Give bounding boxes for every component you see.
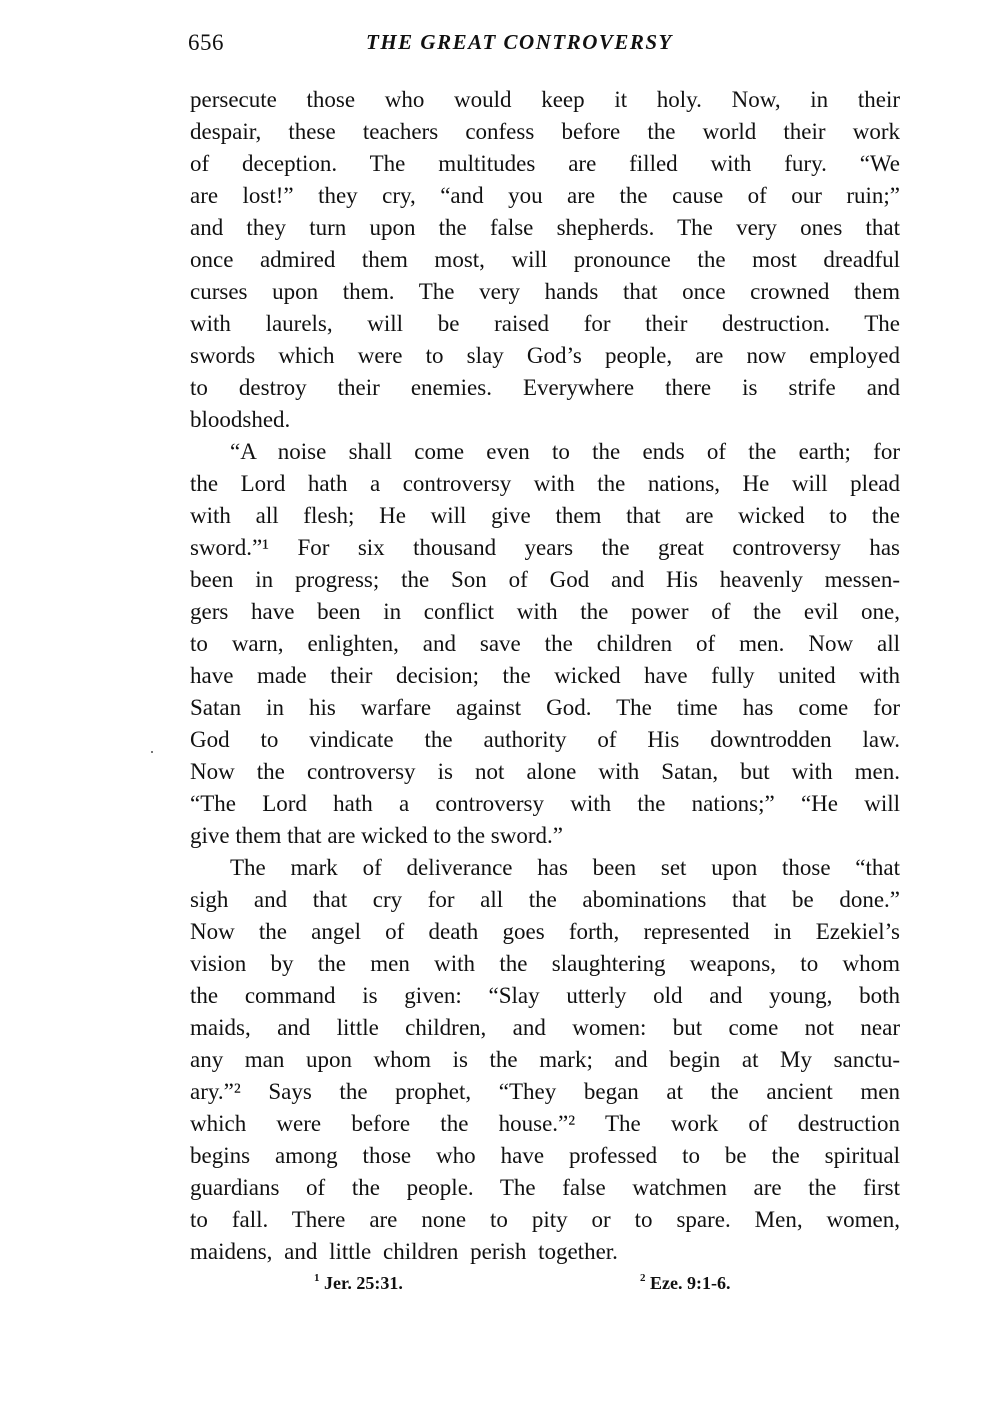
text-line: with laurels, will be raised for their destruction. The (190, 311, 900, 336)
paragraph-start-line: “A noise shall come even to the ends of the earth; for (230, 439, 900, 464)
text-line: gers have been in conflict with the power of the evil one, (190, 599, 900, 624)
text-line: bloodshed. (190, 407, 291, 432)
text-line: once admired them most, will pronounce the most dreadful (190, 247, 900, 272)
text-line: despair, these teachers confess before the world their work (190, 119, 900, 144)
text-line: maidens, and little children perish together. (190, 1239, 618, 1264)
text-line: are lost!” they cry, “and you are the cause of our ruin;” (190, 183, 900, 208)
text-line: Satan in his warfare against God. The time has come for (190, 695, 900, 720)
text-line: vision by the men with the slaughtering weapons, to whom (190, 951, 900, 976)
footnote-marker: 1 (314, 1272, 320, 1284)
text-line: to fall. There are none to pity or to spare. Men, women, (190, 1207, 900, 1232)
text-line: maids, and little children, and women: but come not near (190, 1015, 900, 1040)
text-line: the Lord hath a controversy with the nations, He will plead (190, 471, 900, 496)
body-text (190, 84, 900, 1268)
footnote-2 (640, 1272, 730, 1294)
text-line: begins among those who have professed to be the spiritual (190, 1143, 900, 1168)
text-line: have made their decision; the wicked have fully united with (190, 663, 900, 688)
text-line: swords which were to slay God’s people, are now employed (190, 343, 900, 368)
text-line: any man upon whom is the mark; and begin at My sanctu- (190, 1047, 900, 1072)
text-line: ary.”² Says the prophet, “They began at the ancient men (190, 1079, 900, 1104)
paragraph-start-line: The mark of deliverance has been set upon those “that (230, 855, 900, 880)
text-line: God to vindicate the authority of His downtrodden law. (190, 727, 900, 752)
page-number: 656 (188, 30, 224, 55)
footnote-1 (314, 1272, 403, 1294)
text-line: guardians of the people. The false watchmen are the first (190, 1175, 900, 1200)
text-line: with all flesh; He will give them that are wicked to the (190, 503, 900, 528)
text-line: of deception. The multitudes are filled with fury. “We (190, 151, 900, 176)
text-line: been in progress; the Son of God and His heavenly messen- (190, 567, 900, 592)
text-line: sigh and that cry for all the abominations that be done.” (190, 887, 900, 912)
text-line: the command is given: “Slay utterly old and young, both (190, 983, 900, 1008)
footnotes (190, 1272, 900, 1298)
text-line: persecute those who would keep it holy. Now, in their (190, 87, 900, 112)
text-line: and they turn upon the false shepherds. The very ones that (190, 215, 900, 240)
text-line: Now the angel of death goes forth, represented in Ezekiel’s (190, 919, 900, 944)
text-line: Now the controversy is not alone with Satan, but with men. (190, 759, 900, 784)
text-line: curses upon them. The very hands that once crowned them (190, 279, 900, 304)
text-line: which were before the house.”² The work of destruction (190, 1111, 900, 1136)
footnote-marker: 2 (640, 1272, 646, 1284)
text-line: sword.”¹ For six thousand years the great controversy has (190, 535, 900, 560)
running-head: THE GREAT CONTROVERSY (366, 30, 673, 54)
text-line: give them that are wicked to the sword.” (190, 823, 563, 848)
footnote-text: Eze. 9:1-6. (650, 1273, 731, 1293)
text-line: to warn, enlighten, and save the children of men. Now all (190, 631, 900, 656)
margin-speck (151, 751, 153, 753)
text-line: “The Lord hath a controversy with the nations;” “He will (190, 791, 900, 816)
footnote-text: Jer. 25:31. (324, 1273, 403, 1293)
page-header (188, 30, 900, 62)
text-line: to destroy their enemies. Everywhere there is strife and (190, 375, 900, 400)
